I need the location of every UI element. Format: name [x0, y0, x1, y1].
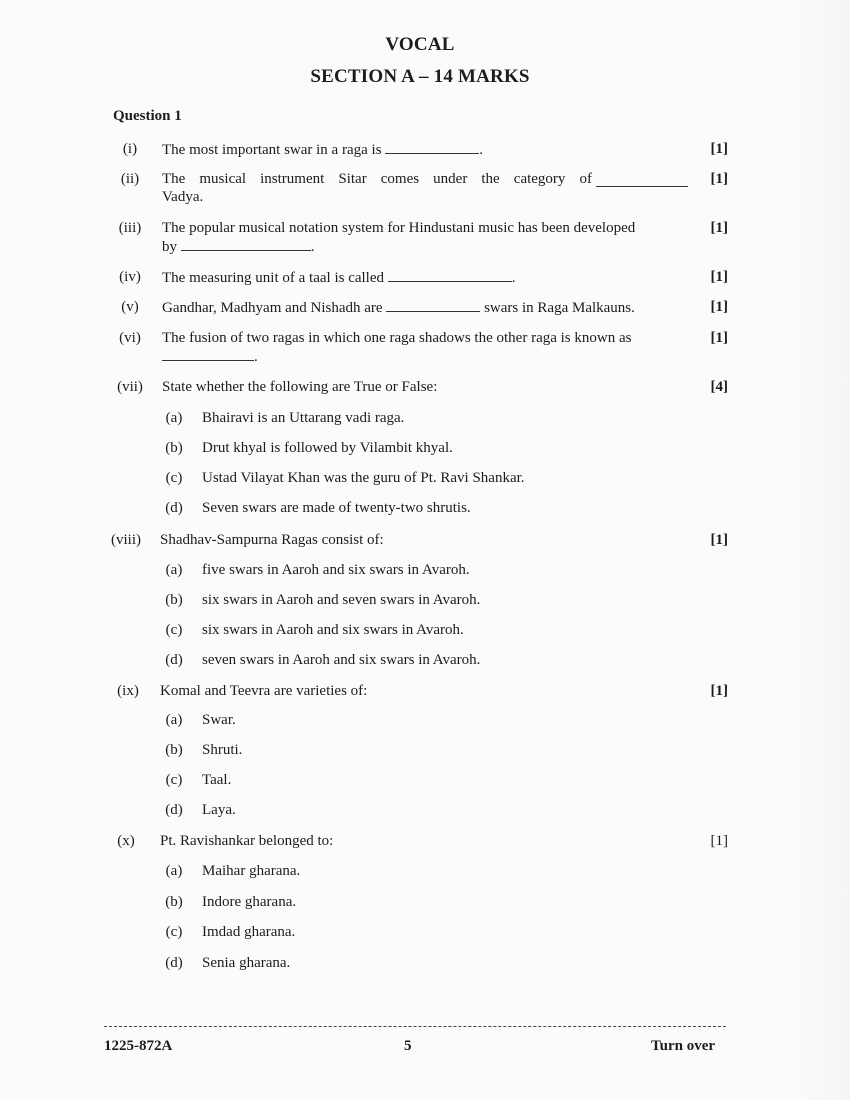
marks-badge: [1]: [710, 220, 728, 236]
option-letter: (b): [165, 894, 183, 910]
item-text: State whether the following are True or False:: [162, 379, 438, 395]
option-letter: (d): [165, 500, 183, 516]
item-text: The measuring unit of a taal is called .: [162, 270, 516, 286]
option-letter: (b): [165, 592, 183, 608]
answer-blank: [596, 173, 688, 187]
marks-badge: [1]: [710, 171, 728, 187]
item-text-continued: .: [162, 347, 258, 367]
option-letter: (d): [165, 652, 183, 668]
answer-blank: [385, 140, 479, 154]
option-text: Seven swars are made of twenty-two shrutis.: [202, 500, 471, 516]
option-letter: (c): [165, 924, 183, 940]
option-text: Bhairavi is an Uttarang vadi raga.: [202, 410, 405, 426]
item-number: (vii): [117, 379, 143, 395]
marks-badge: [1]: [710, 330, 728, 346]
item-number: (viii): [111, 532, 141, 548]
option-letter: (a): [165, 712, 183, 728]
page-edge-shadow: [792, 0, 850, 1100]
marks-badge: [1]: [710, 141, 728, 157]
option-text: Maihar gharana.: [202, 863, 301, 879]
item-number: (ix): [117, 683, 139, 699]
paper-code: 1225-872A: [104, 1038, 173, 1054]
option-text: Laya.: [202, 802, 236, 818]
option-letter: (b): [165, 440, 183, 456]
question-title: Question 1: [113, 108, 182, 124]
marks-badge: [1]: [710, 683, 728, 699]
section-heading: SECTION A – 14 MARKS: [310, 66, 530, 87]
option-text: six swars in Aaroh and six swars in Avaroh.: [202, 622, 464, 638]
option-letter: (a): [165, 410, 183, 426]
marks-badge: [4]: [710, 379, 728, 395]
option-letter: (d): [165, 802, 183, 818]
answer-blank: [162, 347, 254, 361]
item-text: Gandhar, Madhyam and Nishadh are swars in Raga Malkauns.: [162, 300, 635, 316]
option-letter: (c): [165, 772, 183, 788]
marks-badge: [1]: [710, 833, 728, 849]
answer-blank: [386, 298, 480, 312]
item-text: Komal and Teevra are varieties of:: [160, 683, 368, 699]
marks-badge: [1]: [710, 532, 728, 548]
marks-badge: [1]: [710, 299, 728, 315]
option-letter: (b): [165, 742, 183, 758]
item-text: The popular musical notation system for Hindustani music has been developed: [162, 220, 636, 236]
subject-heading: VOCAL: [385, 34, 455, 55]
answer-blank: [181, 237, 311, 251]
item-number: (vi): [119, 330, 141, 346]
option-letter: (d): [165, 955, 183, 971]
option-text: six swars in Aaroh and seven swars in Avaroh.: [202, 592, 481, 608]
page-number: 5: [404, 1038, 412, 1054]
turn-over-note: Turn over: [651, 1038, 716, 1054]
item-number: (ii): [120, 171, 140, 187]
item-text-continued: by .: [162, 239, 315, 255]
option-text: Swar.: [202, 712, 236, 728]
option-text: Drut khyal is followed by Vilambit khyal.: [202, 440, 453, 456]
option-text: Ustad Vilayat Khan was the guru of Pt. Ravi Shankar.: [202, 470, 525, 486]
option-text: Imdad gharana.: [202, 924, 296, 940]
option-text: Senia gharana.: [202, 955, 291, 971]
option-text: Indore gharana.: [202, 894, 297, 910]
option-letter: (a): [165, 863, 183, 879]
footer-divider: [104, 1026, 726, 1027]
answer-blank: [388, 268, 512, 282]
item-number: (i): [122, 141, 138, 157]
item-text: Shadhav-Sampurna Ragas consist of:: [160, 532, 384, 548]
item-text: The musical instrument Sitar comes under the category of: [162, 171, 592, 187]
option-text: Taal.: [202, 772, 232, 788]
item-number: (iii): [118, 220, 142, 236]
item-number: (v): [121, 299, 139, 315]
option-letter: (c): [165, 622, 183, 638]
marks-badge: [1]: [710, 269, 728, 285]
option-letter: (a): [165, 562, 183, 578]
option-text: Shruti.: [202, 742, 243, 758]
option-text: seven swars in Aaroh and six swars in Avaroh.: [202, 652, 481, 668]
item-text-continued: Vadya.: [162, 189, 204, 205]
option-text: five swars in Aaroh and six swars in Avaroh.: [202, 562, 470, 578]
item-number: (iv): [119, 269, 141, 285]
item-text: The most important swar in a raga is .: [162, 142, 484, 158]
item-text: Pt. Ravishankar belonged to:: [160, 833, 334, 849]
option-letter: (c): [165, 470, 183, 486]
item-number: (x): [117, 833, 135, 849]
item-text: The fusion of two ragas in which one raga shadows the other raga is known as: [162, 330, 632, 346]
